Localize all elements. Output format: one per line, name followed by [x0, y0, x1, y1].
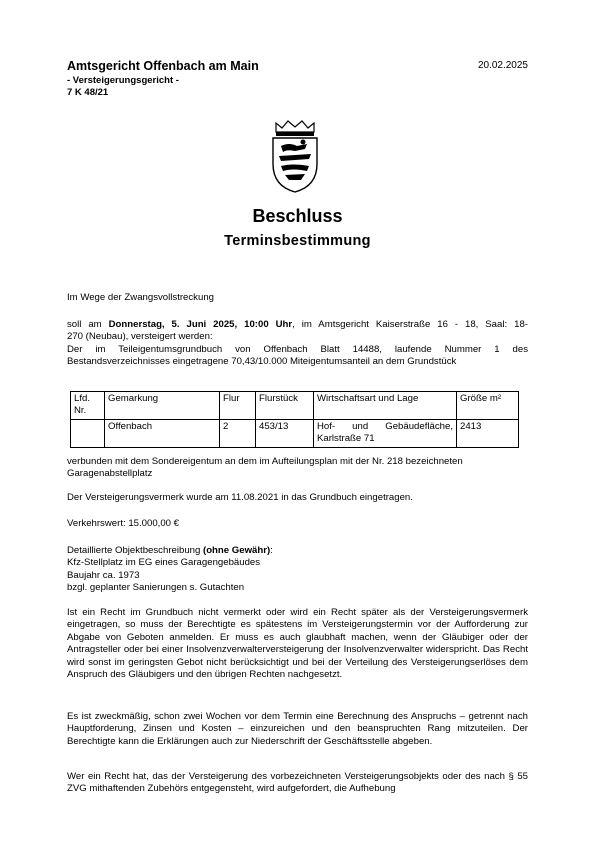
table-header-cell: Lfd. Nr. — [71, 392, 105, 420]
table-cell: Hof- und Gebäudefläche, Karlstraße 71 — [314, 419, 457, 447]
paragraph-objection: Wer ein Recht hat, das der Versteigerung des vorbezeichneten Versteigerungsobjekts oder des nach § 55 ZVG mithaftenden Zubehörs entgegensteht, wird aufgefordert, die Aufhebung — [67, 771, 528, 795]
table-header-cell: Flur — [220, 392, 256, 420]
court-department: - Versteigerungsgericht - — [67, 75, 179, 86]
table-row — [71, 419, 519, 447]
table-cell: 2413 — [457, 419, 519, 447]
registry-text: Der im Teileigentumsgrundbuch von Offenbach Blatt 14488, laufende Nummer 1 des Bestandsverzeichnisses eingetragene 70,43/10.000 Miteigentumsanteil an dem Grundstück — [67, 343, 528, 368]
description-label-end: : — [270, 545, 273, 556]
table-header-cell: Wirtschaftsart und Lage — [314, 392, 457, 420]
auction-prefix: soll am — [67, 319, 109, 330]
paragraph-calculation: Es ist zweckmäßig, schon zwei Wochen vor dem Termin eine Berechnung des Anspruchs – getrennt nach Hauptforderung, Zinsen und Kosten – einzureichen und den beanspruchten Rang mitzuteilen. Der Berechtigte kann die Erklärungen auch zur Niederschrift der Geschäftsstelle abgeben. — [67, 711, 528, 747]
auction-date: Donnerstag, 5. Juni 2025, 10:00 Uhr — [108, 319, 293, 330]
description-label — [67, 545, 528, 557]
table-cell: 453/13 — [256, 419, 314, 447]
table-cell: 2 — [220, 419, 256, 447]
auction-location: , im Amtsgericht Kaiserstraße 16 - 18, Saal: 18- — [292, 319, 528, 330]
market-value: Verkehrswert: 15.000,00 € — [67, 518, 179, 529]
vermerk-text: Der Versteigerungsvermerk wurde am 11.08.2021 in das Grundbuch eingetragen. — [67, 492, 413, 503]
table-cell: Offenbach — [105, 419, 220, 447]
page-title: Beschluss — [252, 206, 343, 226]
case-number: 7 K 48/21 — [67, 87, 109, 98]
paragraph-rights: Ist ein Recht im Grundbuch nicht vermerkt oder wird ein Recht später als der Versteigerungsvermerk eingetragen, so muss der Berechtigte es spätestens im Versteigerungstermin vor der Aufforderung zur Abgabe von Geboten anmelden. Er muss es auch glaubhaft machen, wenn der Gläubiger oder der Antragsteller oder bei einer Insolvenzverwalterversteigerung der Insolvenzverwalter widerspricht. Das Recht wird sonst im geringsten Gebot nicht berücksichtigt und bei der Verteilung des Versteigerungserlöses dem Anspruch des Gläubigers und den übrigen Rechten nachgesetzt. — [67, 607, 528, 681]
table-header-cell: Größe m² — [457, 392, 519, 420]
intro-text: Im Wege der Zwangsvollstreckung — [67, 292, 214, 303]
description-line: Kfz-Stellplatz im EG eines Garagengebäudes — [67, 557, 261, 569]
description-line: Baujahr ca. 1973 — [67, 569, 140, 581]
auction-line-1 — [67, 319, 528, 331]
document-date: 20.02.2025 — [477, 60, 528, 71]
after-table-text: verbunden mit dem Sondereigentum an dem im Aufteilungsplan mit der Nr. 218 bezeichneten Garagenabstellplatz — [67, 456, 463, 480]
page-subtitle: Terminsbestimmung — [224, 233, 371, 249]
description-label-text: Detaillierte Objektbeschreibung — [67, 545, 203, 556]
table-header-cell: Gemarkung — [105, 392, 220, 420]
table-header-cell: Flurstück — [256, 392, 314, 420]
description-disclaimer: (ohne Gewähr) — [203, 545, 271, 556]
object-description — [67, 545, 528, 595]
description-line: bzgl. geplanter Sanierungen s. Gutachten — [67, 582, 245, 594]
property-table — [70, 391, 519, 448]
court-name: Amtsgericht Offenbach am Main — [67, 59, 259, 73]
table-cell — [71, 419, 105, 447]
auction-line-2: 270 (Neubau), versteigert werden: — [67, 331, 213, 343]
hessen-coat-of-arms-icon — [267, 118, 323, 194]
auction-paragraph — [67, 319, 528, 369]
table-header-row — [71, 392, 519, 420]
